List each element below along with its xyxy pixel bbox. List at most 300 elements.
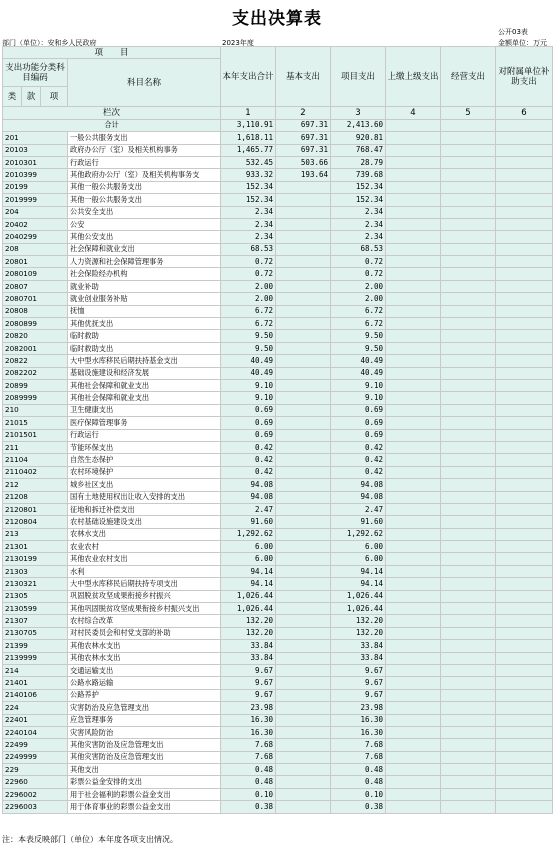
row-basic [276,516,331,528]
row-code: 2240104 [3,726,68,738]
row-total: 91.60 [221,516,276,528]
row-total: 2.00 [221,280,276,292]
row-subsidy [496,739,553,751]
row-basic [276,565,331,577]
row-total: 132.20 [221,627,276,639]
row-subsidy [496,615,553,627]
row-name: 其他灾害防治及应急管理支出 [68,751,221,763]
row-total: 9.67 [221,677,276,689]
row-total: 94.08 [221,491,276,503]
row-project: 23.98 [331,702,386,714]
row-name: 抚恤 [68,305,221,317]
row-name: 用于体育事业的彩票公益金支出 [68,801,221,813]
table-row [3,132,553,144]
row-basic [276,503,331,515]
row-name: 基础设施建设和经济发展 [68,367,221,379]
page-title: 支出决算表 [232,9,322,29]
row-project: 0.69 [331,404,386,416]
row-total: 9.10 [221,392,276,404]
row-upper [386,132,441,144]
row-project: 2.34 [331,206,386,218]
row-code: 2040299 [3,231,68,243]
table-row [3,751,553,763]
row-business [441,627,496,639]
row-code: 20801 [3,256,68,268]
col-num-6: 6 [496,107,553,119]
row-name: 农林水支出 [68,528,221,540]
row-code: 2080899 [3,318,68,330]
row-name: 公共安全支出 [68,206,221,218]
row-subsidy [496,342,553,354]
total-c1: 3,110.91 [221,119,276,131]
row-name: 自然生态保护 [68,454,221,466]
row-business [441,268,496,280]
row-total: 7.68 [221,739,276,751]
row-upper [386,739,441,751]
header-upper: 上缴上级支出 [386,47,441,107]
table-row [3,640,553,652]
row-code: 2010399 [3,169,68,181]
row-business [441,491,496,503]
row-project: 0.69 [331,429,386,441]
row-basic [276,367,331,379]
row-project: 2.00 [331,293,386,305]
row-basic [276,479,331,491]
row-project: 0.38 [331,801,386,813]
row-upper [386,677,441,689]
row-subsidy [496,528,553,540]
row-upper [386,256,441,268]
row-total: 6.00 [221,541,276,553]
row-name: 其他社会保障和就业支出 [68,392,221,404]
row-basic [276,181,331,193]
table-row [3,677,553,689]
row-upper [386,751,441,763]
row-total: 0.48 [221,776,276,788]
row-business [441,417,496,429]
row-basic [276,714,331,726]
row-upper [386,206,441,218]
row-business [441,355,496,367]
row-project: 9.67 [331,677,386,689]
table-row [3,528,553,540]
row-upper [386,293,441,305]
row-code: 2140106 [3,689,68,701]
row-upper [386,404,441,416]
table-row [3,441,553,453]
row-basic [276,764,331,776]
row-code: 20808 [3,305,68,317]
row-code: 2082001 [3,342,68,354]
row-project: 739.68 [331,169,386,181]
table-row [3,603,553,615]
row-business [441,739,496,751]
row-business [441,541,496,553]
row-business [441,206,496,218]
row-project: 9.67 [331,689,386,701]
row-subsidy [496,181,553,193]
row-upper [386,603,441,615]
row-name: 农村基础设施建设支出 [68,516,221,528]
row-subsidy [496,751,553,763]
row-name: 社会保障和就业支出 [68,243,221,255]
row-subsidy [496,231,553,243]
table-row [3,206,553,218]
total-label: 合计 [3,119,221,131]
row-code: 2089999 [3,392,68,404]
row-project: 7.68 [331,751,386,763]
row-code: 22960 [3,776,68,788]
row-code: 2120801 [3,503,68,515]
col-num-2: 2 [276,107,331,119]
row-upper [386,664,441,676]
row-basic [276,528,331,540]
table-row [3,417,553,429]
table-row [3,330,553,342]
row-project: 9.50 [331,330,386,342]
row-subsidy [496,689,553,701]
header-xiang: 项 [41,87,68,107]
row-total: 9.50 [221,342,276,354]
row-basic [276,268,331,280]
row-basic [276,491,331,503]
row-total: 1,026.44 [221,590,276,602]
row-business [441,392,496,404]
row-subsidy [496,318,553,330]
row-business [441,516,496,528]
row-subsidy [496,541,553,553]
table-row [3,404,553,416]
row-business [441,664,496,676]
row-project: 40.49 [331,355,386,367]
row-code: 213 [3,528,68,540]
row-basic [276,466,331,478]
row-subsidy [496,454,553,466]
row-business [441,565,496,577]
row-code: 2080109 [3,268,68,280]
row-total: 16.30 [221,714,276,726]
row-total: 0.69 [221,417,276,429]
row-business [441,801,496,813]
table-row [3,714,553,726]
row-upper [386,454,441,466]
row-code: 20820 [3,330,68,342]
row-total: 152.34 [221,181,276,193]
row-project: 16.30 [331,726,386,738]
row-name: 其他一般公共服务支出 [68,194,221,206]
row-subsidy [496,305,553,317]
row-business [441,503,496,515]
row-business [441,702,496,714]
row-project: 94.14 [331,565,386,577]
row-business [441,305,496,317]
row-business [441,726,496,738]
row-business [441,194,496,206]
row-basic [276,293,331,305]
row-project: 6.00 [331,553,386,565]
table-row [3,516,553,528]
row-project: 0.48 [331,776,386,788]
row-subsidy [496,603,553,615]
row-total: 9.10 [221,379,276,391]
row-name: 其他巩固脱贫攻坚成果衔接乡村振兴支出 [68,603,221,615]
row-subsidy [496,491,553,503]
row-name: 其他农业农村支出 [68,553,221,565]
table-row [3,367,553,379]
row-business [441,256,496,268]
row-project: 33.84 [331,652,386,664]
row-upper [386,702,441,714]
footnote: 注：本表反映部门（单位）本年度各项支出情况。 [2,835,178,844]
row-basic [276,194,331,206]
table-row [3,342,553,354]
row-project: 768.47 [331,144,386,156]
row-code: 20199 [3,181,68,193]
row-business [441,454,496,466]
row-subsidy [496,355,553,367]
table-row [3,243,553,255]
row-basic [276,627,331,639]
row-name: 农村综合改革 [68,615,221,627]
row-code: 20402 [3,218,68,230]
row-code: 2101501 [3,429,68,441]
row-project: 132.20 [331,615,386,627]
col-num-3: 3 [331,107,386,119]
row-business [441,181,496,193]
table-row [3,169,553,181]
row-project: 7.68 [331,739,386,751]
row-basic [276,702,331,714]
table-row [3,503,553,515]
row-basic [276,206,331,218]
table-row [3,144,553,156]
row-code: 22401 [3,714,68,726]
row-total: 0.42 [221,454,276,466]
table-row [3,156,553,168]
row-project: 9.67 [331,664,386,676]
row-subsidy [496,268,553,280]
row-business [441,652,496,664]
row-name: 国有土地使用权出让收入安排的支出 [68,491,221,503]
table-row [3,664,553,676]
row-total: 9.67 [221,689,276,701]
row-business [441,788,496,800]
row-subsidy [496,565,553,577]
row-upper [386,640,441,652]
row-total: 16.30 [221,726,276,738]
row-name: 节能环保支出 [68,441,221,453]
row-subsidy [496,590,553,602]
header-code-group: 支出功能分类科目编码 [3,59,68,87]
row-business [441,479,496,491]
row-basic [276,677,331,689]
row-project: 2.34 [331,231,386,243]
row-code: 211 [3,441,68,453]
row-business [441,132,496,144]
row-upper [386,615,441,627]
row-code: 2296002 [3,788,68,800]
row-code: 2130199 [3,553,68,565]
row-business [441,330,496,342]
table-row [3,702,553,714]
row-name: 临时救助支出 [68,342,221,354]
row-subsidy [496,801,553,813]
row-upper [386,553,441,565]
row-upper [386,169,441,181]
table-row [3,565,553,577]
row-total: 40.49 [221,355,276,367]
row-name: 人力资源和社会保障管理事务 [68,256,221,268]
row-business [441,280,496,292]
row-basic [276,441,331,453]
row-subsidy [496,702,553,714]
row-code: 204 [3,206,68,218]
header-project: 项目支出 [331,47,386,107]
row-project: 0.42 [331,441,386,453]
table-row [3,379,553,391]
row-name: 彩票公益金安排的支出 [68,776,221,788]
row-subsidy [496,503,553,515]
row-business [441,528,496,540]
row-code: 2249999 [3,751,68,763]
row-basic [276,231,331,243]
row-business [441,553,496,565]
row-subsidy [496,132,553,144]
row-name: 征地和拆迁补偿支出 [68,503,221,515]
row-basic [276,330,331,342]
table-row [3,764,553,776]
row-name: 大中型水库移民后期扶持基金支出 [68,355,221,367]
row-code: 21305 [3,590,68,602]
header-item: 项 目 [3,47,221,59]
table-row [3,392,553,404]
row-upper [386,776,441,788]
row-upper [386,764,441,776]
row-upper [386,565,441,577]
table-row [3,776,553,788]
row-code: 2010301 [3,156,68,168]
row-name: 应急管理事务 [68,714,221,726]
row-code: 2130599 [3,603,68,615]
row-subsidy [496,553,553,565]
row-business [441,603,496,615]
row-upper [386,231,441,243]
row-code: 208 [3,243,68,255]
row-subsidy [496,194,553,206]
table-row [3,454,553,466]
row-subsidy [496,144,553,156]
row-subsidy [496,367,553,379]
row-name: 其他社会保障和就业支出 [68,379,221,391]
table-row [3,231,553,243]
row-upper [386,144,441,156]
row-subsidy [496,652,553,664]
row-project: 1,026.44 [331,590,386,602]
row-name: 其他政府办公厅（室）及相关机构事务支 [68,169,221,181]
row-name: 公路水路运输 [68,677,221,689]
row-name: 其他一般公共服务支出 [68,181,221,193]
row-name: 大中型水库移民后期扶持专项支出 [68,578,221,590]
row-code: 214 [3,664,68,676]
row-business [441,590,496,602]
row-upper [386,355,441,367]
row-basic [276,640,331,652]
row-business [441,689,496,701]
row-total: 9.50 [221,330,276,342]
row-basic [276,603,331,615]
row-upper [386,689,441,701]
row-basic [276,726,331,738]
row-subsidy [496,392,553,404]
row-upper [386,528,441,540]
row-total: 94.08 [221,479,276,491]
row-code: 20899 [3,379,68,391]
row-project: 6.00 [331,541,386,553]
row-upper [386,305,441,317]
header-lei: 类 [3,87,22,107]
row-name: 农业农村 [68,541,221,553]
row-project: 68.53 [331,243,386,255]
row-project: 94.08 [331,491,386,503]
row-name: 其他公安支出 [68,231,221,243]
header-total: 本年支出合计 [221,47,276,107]
row-basic: 193.64 [276,169,331,181]
row-upper [386,788,441,800]
table-row [3,194,553,206]
row-code: 21301 [3,541,68,553]
row-code: 21307 [3,615,68,627]
row-project: 0.48 [331,764,386,776]
row-project: 94.14 [331,578,386,590]
row-name: 其他优抚支出 [68,318,221,330]
row-upper [386,280,441,292]
row-basic [276,218,331,230]
row-name: 城乡社区支出 [68,479,221,491]
row-business [441,677,496,689]
table-row [3,726,553,738]
col-num-1: 1 [221,107,276,119]
row-project: 1,292.62 [331,528,386,540]
row-project: 9.50 [331,342,386,354]
row-total: 2.34 [221,206,276,218]
row-subsidy [496,169,553,181]
row-total: 1,026.44 [221,603,276,615]
row-total: 0.69 [221,404,276,416]
row-business [441,379,496,391]
row-business [441,429,496,441]
row-name: 公安 [68,218,221,230]
row-name: 巩固脱贫攻坚成果衔接乡村振兴 [68,590,221,602]
table-row [3,256,553,268]
row-basic [276,652,331,664]
row-upper [386,441,441,453]
row-business [441,318,496,330]
row-basic [276,280,331,292]
row-name: 灾害防治及应急管理支出 [68,702,221,714]
row-basic [276,776,331,788]
row-basic: 503.66 [276,156,331,168]
row-project: 2.47 [331,503,386,515]
year-label: 2023年度 [222,39,254,47]
row-total: 9.67 [221,664,276,676]
row-total: 7.68 [221,751,276,763]
row-total: 933.32 [221,169,276,181]
row-name: 交通运输支出 [68,664,221,676]
row-business [441,615,496,627]
row-total: 1,292.62 [221,528,276,540]
row-total: 152.34 [221,194,276,206]
row-project: 40.49 [331,367,386,379]
